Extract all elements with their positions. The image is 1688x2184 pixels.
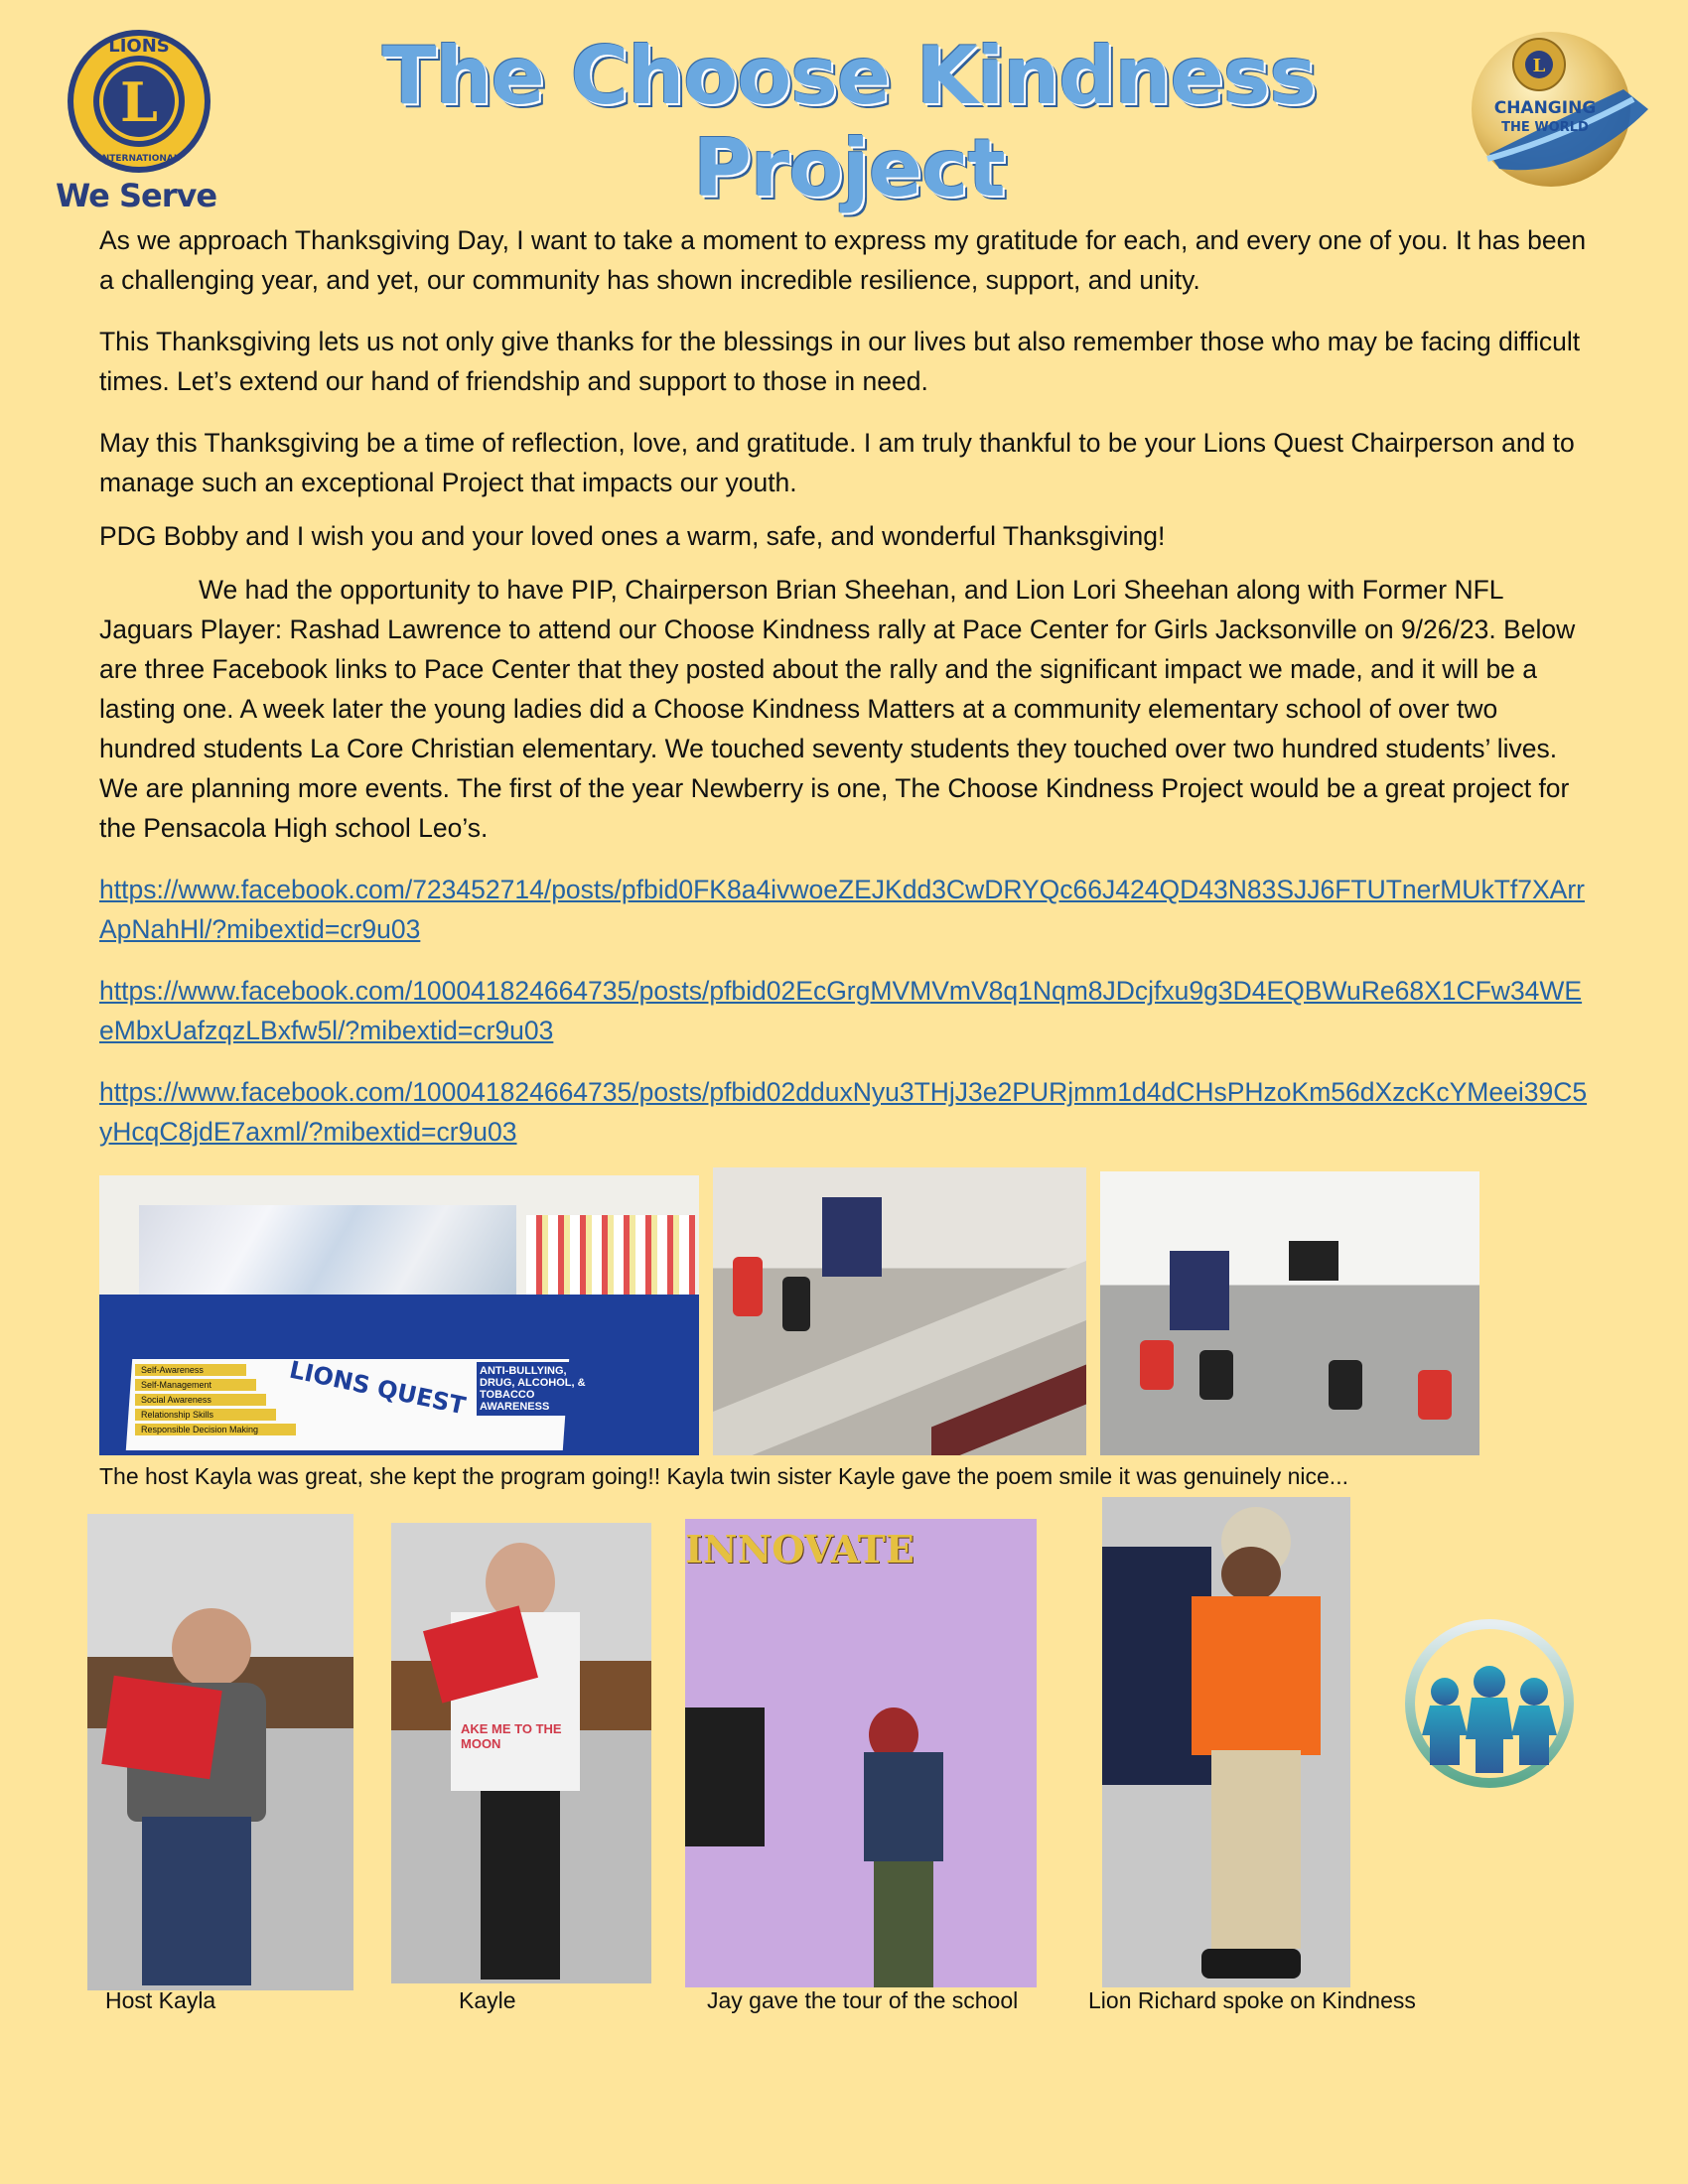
changing-the-world-logo: [1460, 30, 1658, 189]
top-gallery-caption: The host Kayla was great, she kept the program going!! Kayla twin sister Kayle gave the poem smile it was genuinely nice...: [99, 1463, 1348, 1489]
photo-cafeteria-tables: [713, 1167, 1086, 1455]
paragraph-wishes: PDG Bobby and I wish you and your loved ones a warm, safe, and wonderful Thanksgiving!: [99, 521, 1166, 551]
kindness-children-icon: [1400, 1614, 1579, 1793]
svg-text:THE WORLD: THE WORLD: [1501, 120, 1589, 135]
caption-jay: Jay gave the tour of the school: [707, 1987, 1019, 2013]
photo-host-kayla: [87, 1514, 353, 1990]
svg-text:LIONS: LIONS: [108, 36, 170, 57]
lions-international-logo: [55, 22, 223, 181]
caption-lion-richard: Lion Richard spoke on Kindness: [1088, 1987, 1416, 2013]
paragraph-intro: As we approach Thanksgiving Day, I want to take a moment to express my gratitude for each, and every one of you. It has been a challenging year, and yet, our community has shown incredible resilience, support, and unity.: [99, 225, 1587, 295]
photo-lions-quest-table: LIONS QUEST ANTI-BULLYING, DRUG, ALCOHOL, & TOBACCO AWARENESS Self-Awareness Self-Management Social Awareness Relationship Skills Responsible Decision Making: [99, 1175, 699, 1455]
photo-kayle: AKE ME TO THE MOON: [391, 1523, 651, 1983]
svg-text:L: L: [1532, 56, 1546, 76]
facebook-link-1[interactable]: https://www.facebook.com/723452714/posts/pfbid0FK8a4ivwoeZEJKdd3CwDRYQc66J424QD43N83SJJ6FTUTnerMUkTf7XArrApNahHl/?mibextid=cr9u03: [99, 875, 1585, 944]
caption-host-kayla: Host Kayla: [105, 1987, 216, 2013]
paragraph-reflection: May this Thanksgiving be a time of reflection, love, and gratitude. I am truly thankful to be your Lions Quest Chairperson and to manage such an exceptional Project that impacts our youth.: [99, 428, 1575, 497]
paragraph-rally: We had the opportunity to have PIP, Chairperson Brian Sheehan, and Lion Lori Sheehan along with Former NFL Jaguars Player: Rashad Lawrence to attend our Choose Kindness rally at Pace Center for Girls Jacksonville on 9/26/23. Below are three Facebook links to Pace Center that they posted about the rally and the significant impact we made, and it will be a lasting one. A week later the young ladies did a Choose Kindness Matters at a community elementary school of over two hundred students La Core Christian elementary. We touched seventy students they touched over two hundred students’ lives. We are planning more events. The first of the year Newberry is one, The Choose Kindness Project would be a great project for the Pensacola High school Leo’s.: [99, 575, 1576, 843]
photo-lion-richard: [1102, 1497, 1350, 1987]
paragraph-thanksgiving: This Thanksgiving lets us not only give thanks for the blessings in our lives but also remember those who may be facing difficult times. Let’s extend our hand of friendship and support to those in need.: [99, 327, 1581, 396]
we-serve-tagline: We Serve: [56, 177, 217, 214]
page-title: The Choose Kindness Project: [381, 30, 1317, 214]
facebook-link-2[interactable]: https://www.facebook.com/100041824664735/posts/pfbid02EcGrgMVMVmV8q1Nqm8JDcjfxu9g3D4EQBWuRe68X1CFw34WEeMbxUafzqzLBxfw5l/?mibextid=cr9u03: [99, 976, 1583, 1045]
article-body: [99, 220, 1594, 1173]
svg-text:L: L: [120, 70, 158, 134]
photo-jay-tour: INNOVATE: [685, 1519, 1037, 1987]
photo-room-with-chairs: [1100, 1171, 1479, 1455]
caption-kayle: Kayle: [459, 1987, 516, 2013]
svg-text:CHANGING: CHANGING: [1493, 98, 1597, 118]
facebook-link-3[interactable]: https://www.facebook.com/100041824664735/posts/pfbid02dduxNyu3THjJ3e2PURjmm1d4dCHsPHzoKm56dXzcKcYMeei39C5yHcqC8jdE7axml/?mibextid=cr9u03: [99, 1077, 1588, 1147]
svg-text:INTERNATIONAL: INTERNATIONAL: [98, 154, 180, 164]
